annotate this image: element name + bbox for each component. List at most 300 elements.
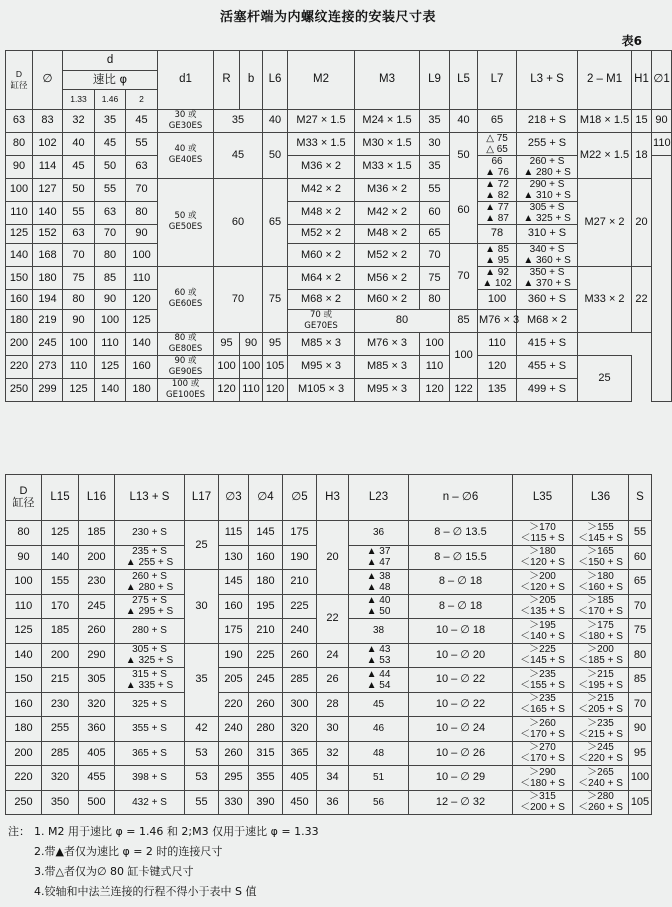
cell-phi: 114 — [33, 155, 63, 178]
note-2: 2.带▲者仅为速比 φ = 2 时的连接尺寸 — [34, 845, 223, 858]
cell-phi: 140 — [33, 201, 63, 224]
cell-n-phi6: 10 – ∅ 24 — [409, 717, 513, 742]
cell-L23: 51 — [349, 766, 409, 791]
cell-L13S: 432 + S — [115, 790, 185, 815]
cell-L35: ＞180 ＜120 + S — [513, 545, 573, 570]
cell-L13S: 230 + S — [115, 521, 185, 546]
header-phi4: ∅4 — [249, 475, 283, 521]
cell-L36: ＞245 ＜220 + S — [573, 741, 629, 766]
cell-phi3: 330 — [219, 790, 249, 815]
cell-H1: 18 — [632, 132, 652, 178]
header-bore: D 缸径 — [6, 51, 33, 110]
cell-phi4: 145 — [249, 521, 283, 546]
cell-phi4: 280 — [249, 717, 283, 742]
cell-L35: ＞170 ＜115 + S — [513, 521, 573, 546]
cell-L5: 100 — [450, 332, 478, 378]
cell-L17: 53 — [185, 741, 219, 766]
cell-L15: 230 — [42, 692, 79, 717]
cell-d2: 160 — [126, 355, 158, 378]
cell-L3S: 455 + S — [517, 355, 578, 378]
cell-H3: 20 — [317, 521, 349, 595]
cell-D: 160 — [6, 692, 42, 717]
cell-n-phi6: 10 – ∅ 20 — [409, 643, 513, 668]
cell-L15: 320 — [42, 766, 79, 791]
header-L15: L15 — [42, 475, 79, 521]
cell-phi3: 130 — [219, 545, 249, 570]
cell-L35: ＞260 ＜170 + S — [513, 717, 573, 742]
cell-d2: 45 — [126, 109, 158, 132]
cell-M3: M52 × 2 — [355, 244, 420, 267]
cell-M2: M64 × 2 — [288, 267, 355, 290]
cell-H3: 36 — [317, 790, 349, 815]
header-R: R — [214, 51, 240, 110]
cell-L36: ＞155 ＜145 + S — [573, 521, 629, 546]
table-row — [6, 790, 652, 815]
cell-L17: 42 — [185, 717, 219, 742]
cell-D: 180 — [6, 309, 33, 332]
cell-L9: 120 — [420, 378, 450, 401]
note-4: 4.铰轴和中法兰连接的行程不得小于表中 S 值 — [34, 885, 257, 898]
cell-L7: 110 — [478, 332, 517, 355]
cell-M3: M95 × 3 — [355, 378, 420, 401]
cell-L35: ＞195 ＜140 + S — [513, 619, 573, 644]
cell-M3: M85 × 3 — [355, 355, 420, 378]
cell-D: 250 — [6, 378, 33, 401]
cell-phi4: 390 — [249, 790, 283, 815]
cell-L13S: 365 + S — [115, 741, 185, 766]
cell-H3: 28 — [317, 692, 349, 717]
cell-L6: 120 — [263, 378, 288, 401]
cell-L7: 100 — [478, 290, 517, 310]
cell-d146: 110 — [95, 332, 126, 355]
cell-S: 90 — [629, 717, 652, 742]
cell-d133: 110 — [63, 355, 95, 378]
cell-n-phi6: 8 – ∅ 18 — [409, 594, 513, 619]
cell-M3: M30 × 1.5 — [355, 132, 420, 155]
cell-L16: 405 — [79, 741, 115, 766]
cell-Rb: 80 — [355, 309, 450, 332]
header-phi5: ∅5 — [283, 475, 317, 521]
cell-L35: ＞225 ＜145 + S — [513, 643, 573, 668]
dimension-table-2 — [5, 474, 652, 815]
cell-phi5: 285 — [283, 668, 317, 693]
cell-phi4: 315 — [249, 741, 283, 766]
cell-L13S: 260 + S ▲ 280 + S — [115, 570, 185, 595]
cell-d1: 50 或 GE50ES — [158, 178, 214, 267]
cell-phi: 245 — [33, 332, 63, 355]
cell-phi3: 145 — [219, 570, 249, 595]
cell-L7: 120 — [478, 355, 517, 378]
cell-phi4: 225 — [249, 643, 283, 668]
cell-L16: 245 — [79, 594, 115, 619]
cell-phi: 273 — [33, 355, 63, 378]
cell-phi5: 405 — [283, 766, 317, 791]
header-phi: ∅ — [33, 51, 63, 110]
cell-L15: 350 — [42, 790, 79, 815]
cell-L3S: 499 + S — [517, 378, 578, 401]
cell-D: 80 — [6, 521, 42, 546]
cell-L35: ＞290 ＜180 + S — [513, 766, 573, 791]
cell-M3: M76 × 3 — [355, 332, 420, 355]
cell-H3: 24 — [317, 643, 349, 668]
cell-H3: 26 — [317, 668, 349, 693]
cell-L9: 55 — [420, 178, 450, 201]
table-row — [6, 692, 652, 717]
cell-b: 110 — [240, 378, 263, 401]
cell-M1: M18 × 1.5 — [578, 109, 632, 132]
cell-L36: ＞180 ＜160 + S — [573, 570, 629, 595]
cell-L16: 305 — [79, 668, 115, 693]
cell-M2: M27 × 1.5 — [288, 109, 355, 132]
table-row — [6, 766, 652, 791]
cell-M2: M76 × 3 — [478, 309, 517, 332]
cell-phi3: 240 — [219, 717, 249, 742]
cell-M2: M42 × 2 — [288, 178, 355, 201]
cell-L16: 260 — [79, 619, 115, 644]
cell-M2: M36 × 2 — [288, 155, 355, 178]
cell-phi: 127 — [33, 178, 63, 201]
cell-L23: 38 — [349, 619, 409, 644]
cell-L23: 45 — [349, 692, 409, 717]
cell-M1: M27 × 2 — [578, 178, 632, 267]
cell-d133: 75 — [63, 267, 95, 290]
cell-phi3: 295 — [219, 766, 249, 791]
cell-L6: 105 — [263, 355, 288, 378]
cell-M3: M60 × 2 — [355, 290, 420, 310]
cell-phi4: 210 — [249, 619, 283, 644]
cell-L7: ▲ 85 ▲ 95 — [478, 244, 517, 267]
header-H3: H3 — [317, 475, 349, 521]
cell-d2: 55 — [126, 132, 158, 155]
header-L13S: L13 + S — [115, 475, 185, 521]
table-label: 表6 — [621, 34, 642, 48]
cell-phi: 152 — [33, 224, 63, 244]
cell-L16: 230 — [79, 570, 115, 595]
header-b: b — [240, 51, 263, 110]
cell-L23: ▲ 44 ▲ 54 — [349, 668, 409, 693]
cell-L23: ▲ 38 ▲ 48 — [349, 570, 409, 595]
cell-n-phi6: 10 – ∅ 22 — [409, 692, 513, 717]
cell-L23: ▲ 40 ▲ 50 — [349, 594, 409, 619]
cell-S: 100 — [629, 766, 652, 791]
cell-phi: 102 — [33, 132, 63, 155]
cell-L7: 78 — [478, 224, 517, 244]
cell-n-phi6: 8 – ∅ 18 — [409, 570, 513, 595]
cell-L36: ＞200 ＜185 + S — [573, 643, 629, 668]
table-row — [6, 717, 652, 742]
cell-D: 150 — [6, 267, 33, 290]
cell-phi5: 210 — [283, 570, 317, 595]
cell-n-phi6: 8 – ∅ 13.5 — [409, 521, 513, 546]
cell-L13S: 280 + S — [115, 619, 185, 644]
cell-S: 60 — [629, 545, 652, 570]
cell-d146: 80 — [95, 244, 126, 267]
cell-H1: 25 — [578, 355, 632, 401]
table-row — [6, 594, 652, 619]
cell-H1: 20 — [632, 178, 652, 267]
cell-D: 250 — [6, 790, 42, 815]
cell-L36: ＞235 ＜215 + S — [573, 717, 629, 742]
cell-d1: 80 或 GE80ES — [158, 332, 214, 355]
cell-L6: 50 — [263, 132, 288, 178]
cell-phi: 168 — [33, 244, 63, 267]
header-L3S: L3 + S — [517, 51, 578, 110]
cell-L3S: 360 + S — [517, 290, 578, 310]
cell-phi3: 190 — [219, 643, 249, 668]
cell-L15: 285 — [42, 741, 79, 766]
cell-phi5: 260 — [283, 643, 317, 668]
cell-phi1: 90 — [652, 109, 672, 132]
header-L16: L16 — [79, 475, 115, 521]
cell-L13S: 315 + S ▲ 335 + S — [115, 668, 185, 693]
cell-L16: 290 — [79, 643, 115, 668]
cell-d1: 70 或 GE70ES — [288, 309, 355, 332]
cell-L7: △ 75 △ 65 — [478, 132, 517, 155]
cell-phi4: 260 — [249, 692, 283, 717]
cell-d133: 32 — [63, 109, 95, 132]
cell-M3: M42 × 2 — [355, 201, 420, 224]
cell-phi4: 245 — [249, 668, 283, 693]
cell-S: 75 — [629, 619, 652, 644]
cell-L9: 100 — [420, 332, 450, 355]
cell-H3: 22 — [317, 594, 349, 643]
cell-phi3: 260 — [219, 741, 249, 766]
cell-phi5: 240 — [283, 619, 317, 644]
header-S: S — [629, 475, 652, 521]
cell-L7: ▲ 92 ▲ 102 — [478, 267, 517, 290]
cell-L5: 70 — [450, 244, 478, 310]
cell-L23: ▲ 37 ▲ 47 — [349, 545, 409, 570]
cell-phi3: 205 — [219, 668, 249, 693]
cell-S: 85 — [629, 668, 652, 693]
cell-M2: M60 × 2 — [288, 244, 355, 267]
cell-M2: M85 × 3 — [288, 332, 355, 355]
header-L9: L9 — [420, 51, 450, 110]
cell-L35: ＞200 ＜120 + S — [513, 570, 573, 595]
cell-L9: 30 — [420, 132, 450, 155]
cell-phi1: 110 — [652, 132, 672, 155]
cell-d2: 100 — [126, 244, 158, 267]
table-row — [6, 643, 652, 668]
cell-L36: ＞165 ＜150 + S — [573, 545, 629, 570]
cell-L23: 46 — [349, 717, 409, 742]
header-L36: L36 — [573, 475, 629, 521]
cell-phi4: 180 — [249, 570, 283, 595]
cell-M3: M33 × 1.5 — [355, 155, 420, 178]
note-1: 1. M2 用于速比 φ = 1.46 和 2;M3 仅用于速比 φ = 1.33 — [34, 825, 319, 838]
cell-d1: 90 或 GE90ES — [158, 355, 214, 378]
cell-D: 140 — [6, 643, 42, 668]
cell-d133: 80 — [63, 290, 95, 310]
cell-phi: 180 — [33, 267, 63, 290]
cell-phi: 219 — [33, 309, 63, 332]
cell-d146: 85 — [95, 267, 126, 290]
cell-L3S: 260 + S ▲ 280 + S — [517, 155, 578, 178]
cell-D: 125 — [6, 619, 42, 644]
dimension-table-1 — [5, 50, 672, 402]
cell-d2: 90 — [126, 224, 158, 244]
cell-L15: 200 — [42, 643, 79, 668]
header-H1: H1 — [632, 51, 652, 110]
cell-d146: 70 — [95, 224, 126, 244]
cell-d133: 125 — [63, 378, 95, 401]
header-L6: L6 — [263, 51, 288, 110]
cell-L17: 55 — [185, 790, 219, 815]
cell-L9: 70 — [420, 244, 450, 267]
cell-H3: 32 — [317, 741, 349, 766]
cell-L17: 35 — [185, 643, 219, 717]
cell-L17: 53 — [185, 766, 219, 791]
cell-M2: M68 × 2 — [288, 290, 355, 310]
header-M2: M2 — [288, 51, 355, 110]
cell-phi: 83 — [33, 109, 63, 132]
cell-D: 160 — [6, 290, 33, 310]
cell-D: 220 — [6, 766, 42, 791]
cell-L23: 48 — [349, 741, 409, 766]
cell-d2: 120 — [126, 290, 158, 310]
cell-S: 105 — [629, 790, 652, 815]
cell-L35: ＞205 ＜135 + S — [513, 594, 573, 619]
cell-b: 90 — [240, 332, 263, 355]
cell-L13S: 305 + S ▲ 325 + S — [115, 643, 185, 668]
header-d1: d1 — [158, 51, 214, 110]
header-ratio-2: 2 — [126, 90, 158, 110]
cell-H1: 15 — [632, 109, 652, 132]
cell-d2: 180 — [126, 378, 158, 401]
cell-L36: ＞215 ＜205 + S — [573, 692, 629, 717]
cell-M2: M95 × 3 — [288, 355, 355, 378]
cell-L16: 455 — [79, 766, 115, 791]
cell-d2: 70 — [126, 178, 158, 201]
cell-L5: 40 — [450, 109, 478, 132]
cell-L16: 360 — [79, 717, 115, 742]
cell-L15: 170 — [42, 594, 79, 619]
cell-L15: 185 — [42, 619, 79, 644]
cell-d133: 63 — [63, 224, 95, 244]
cell-M3: M48 × 2 — [355, 224, 420, 244]
cell-Rb: 60 — [214, 178, 263, 267]
cell-H3: 30 — [317, 717, 349, 742]
cell-M2: M52 × 2 — [288, 224, 355, 244]
cell-L3S: 290 + S ▲ 310 + S — [517, 178, 578, 201]
cell-D: 90 — [6, 545, 42, 570]
cell-d133: 55 — [63, 201, 95, 224]
cell-L3S: 340 + S ▲ 360 + S — [517, 244, 578, 267]
cell-n-phi6: 10 – ∅ 22 — [409, 668, 513, 693]
cell-d146: 50 — [95, 155, 126, 178]
cell-D: 220 — [6, 355, 33, 378]
cell-D: 80 — [6, 132, 33, 155]
cell-L15: 140 — [42, 545, 79, 570]
cell-M3: M36 × 2 — [355, 178, 420, 201]
cell-L3S: 310 + S — [517, 224, 578, 244]
cell-R: 120 — [214, 378, 240, 401]
cell-phi5: 190 — [283, 545, 317, 570]
header-n-phi6: n – ∅6 — [409, 475, 513, 521]
cell-n-phi6: 10 – ∅ 29 — [409, 766, 513, 791]
cell-L3S: 350 + S ▲ 370 + S — [517, 267, 578, 290]
cell-D: 110 — [6, 201, 33, 224]
cell-L17: 30 — [185, 570, 219, 644]
cell-Rb: 35 — [214, 109, 263, 132]
cell-phi4: 160 — [249, 545, 283, 570]
header-d: d — [63, 51, 158, 71]
cell-d146: 35 — [95, 109, 126, 132]
cell-D: 63 — [6, 109, 33, 132]
cell-M1: M22 × 1.5 — [578, 132, 632, 178]
cell-L5: 50 — [450, 132, 478, 178]
cell-L16: 185 — [79, 521, 115, 546]
cell-S: 65 — [629, 570, 652, 595]
cell-d1: 100 或 GE100ES — [158, 378, 214, 401]
cell-L23: 56 — [349, 790, 409, 815]
cell-L7: 66 ▲ 76 — [478, 155, 517, 178]
cell-d2: 125 — [126, 309, 158, 332]
cell-L9: 80 — [420, 290, 450, 310]
cell-M2: M105 × 3 — [288, 378, 355, 401]
cell-M2: M48 × 2 — [288, 201, 355, 224]
cell-R: 100 — [214, 355, 240, 378]
cell-L5: 60 — [450, 178, 478, 244]
cell-L9: 110 — [420, 355, 450, 378]
cell-H1: 22 — [632, 267, 652, 333]
cell-L7: 135 — [478, 378, 517, 401]
header-M1: 2 – M1 — [578, 51, 632, 110]
cell-phi3: 175 — [219, 619, 249, 644]
cell-M1: M33 × 2 — [578, 267, 632, 333]
cell-phi3: 160 — [219, 594, 249, 619]
cell-L16: 500 — [79, 790, 115, 815]
cell-d133: 50 — [63, 178, 95, 201]
cell-phi3: 115 — [219, 521, 249, 546]
cell-L13S: 355 + S — [115, 717, 185, 742]
cell-d133: 40 — [63, 132, 95, 155]
cell-L7: 65 — [478, 109, 517, 132]
cell-L7: ▲ 72 ▲ 82 — [478, 178, 517, 201]
cell-D: 150 — [6, 668, 42, 693]
cell-D: 100 — [6, 178, 33, 201]
cell-n-phi6: 10 – ∅ 26 — [409, 741, 513, 766]
cell-H3: 34 — [317, 766, 349, 791]
cell-L7: ▲ 77 ▲ 87 — [478, 201, 517, 224]
cell-d146: 90 — [95, 290, 126, 310]
cell-phi3: 220 — [219, 692, 249, 717]
header-L35: L35 — [513, 475, 573, 521]
cell-L9: 35 — [420, 155, 450, 178]
cell-L9: 75 — [420, 267, 450, 290]
cell-S: 70 — [629, 594, 652, 619]
cell-L9: 35 — [420, 109, 450, 132]
cell-d1: 60 或 GE60ES — [158, 267, 214, 333]
cell-d2: 140 — [126, 332, 158, 355]
cell-L35: ＞315 ＜200 + S — [513, 790, 573, 815]
cell-d2: 63 — [126, 155, 158, 178]
cell-d133: 90 — [63, 309, 95, 332]
table-row — [6, 668, 652, 693]
cell-L3S: 415 + S — [517, 332, 578, 355]
cell-phi1 — [652, 155, 672, 401]
cell-d133: 70 — [63, 244, 95, 267]
cell-L36: ＞175 ＜180 + S — [573, 619, 629, 644]
cell-n-phi6: 10 – ∅ 18 — [409, 619, 513, 644]
cell-phi5: 175 — [283, 521, 317, 546]
cell-D: 140 — [6, 244, 33, 267]
cell-L3S: 255 + S — [517, 132, 578, 155]
cell-L15: 255 — [42, 717, 79, 742]
cell-L13S: 398 + S — [115, 766, 185, 791]
cell-d146: 125 — [95, 355, 126, 378]
cell-Rb: 45 — [214, 132, 263, 178]
